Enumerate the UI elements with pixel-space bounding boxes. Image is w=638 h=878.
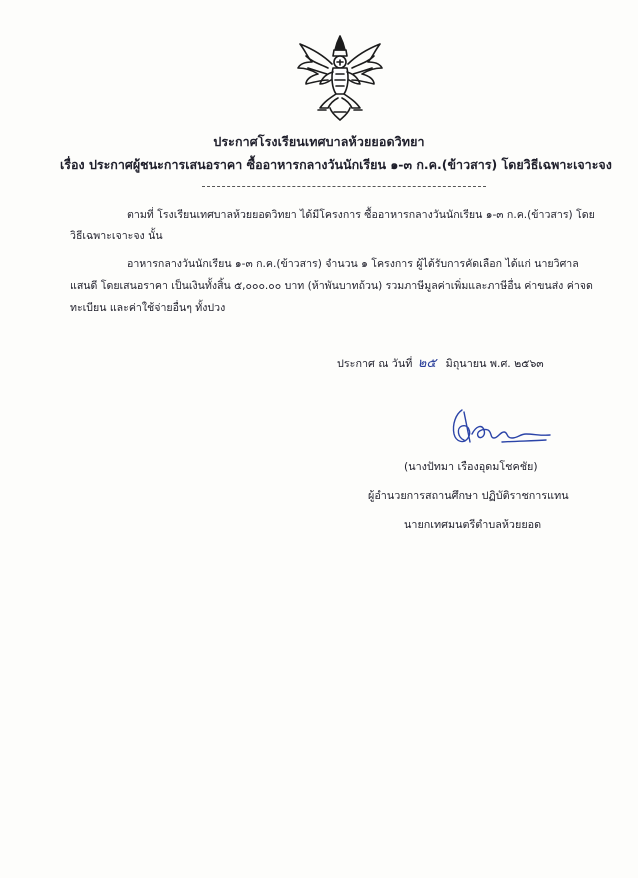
handwritten-signature	[442, 404, 554, 454]
paragraph-2-line-1: อาหารกลางวันนักเรียน ๑-๓ ก.ค.(ข้าวสาร) จำนวน ๑ โครงการ ผู้ได้รับการคัดเลือก ได้แก่ นายวิศาล	[127, 258, 579, 270]
paragraph-1-line-2: วิธีเฉพาะเจาะจง นั้น	[70, 230, 163, 242]
announce-date-day: ๒๕	[417, 356, 437, 371]
paragraph-2-line-2: แสนดี โดยเสนอราคา เป็นเงินทั้งสิ้น ๕,๐๐๐.๐๐ บาท (ห้าพันบาทถ้วน) รวมภาษีมูลค่าเพิ่มและภาษีอื่น ค่าขนส่ง ค่าจด	[70, 280, 593, 292]
announce-date	[337, 352, 544, 373]
document-subject: เรื่อง ประกาศผู้ชนะการเสนอราคา ซื้ออาหารกลางวันนักเรียน ๑-๓ ก.ค.(ข้าวสาร) โดยวิธีเฉพาะเจาะจง	[60, 157, 612, 172]
paragraph-1-line-1: ตามที่ โรงเรียนเทศบาลห้วยยอดวิทยา ได้มีโครงการ ซื้ออาหารกลางวันนักเรียน ๑-๓ ก.ค.(ข้าวสาร) โดย	[127, 209, 595, 221]
garuda-emblem-icon	[294, 34, 386, 122]
document-title: ประกาศโรงเรียนเทศบาลห้วยยอดวิทยา	[213, 134, 425, 149]
paragraph-2-line-3: ทะเบียน และค่าใช้จ่ายอื่นๆ ทั้งปวง	[70, 302, 226, 314]
divider-line	[202, 186, 486, 187]
signer-position-1: ผู้อำนวยการสถานศึกษา ปฏิบัติราชการแทน	[368, 489, 569, 502]
announce-date-month-year: มิถุนายน พ.ศ. ๒๕๖๓	[445, 357, 544, 370]
signer-name: (นางปัทมา เรืองอุดมโชคชัย)	[404, 460, 538, 473]
signer-position-2: นายกเทศมนตรีตำบลห้วยยอด	[404, 518, 542, 531]
announce-date-prefix: ประกาศ ณ วันที่	[337, 357, 413, 370]
